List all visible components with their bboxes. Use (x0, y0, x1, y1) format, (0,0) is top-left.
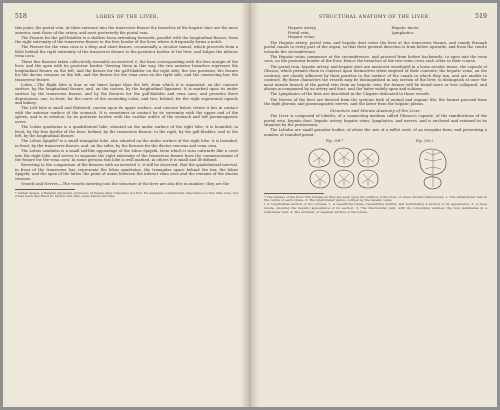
paragraph: The Fissure for the vena cava is a deep and short fissure, occasionally a circular tunnel, which proceeds from a little behind the right extremity of the transverse fissure to the posterior border of the liver, and lodges the inferior vena cava. (15, 45, 238, 59)
liver-lobules-figure (306, 145, 388, 191)
paragraph: The Lymphatics of the liver are described in the Chapter dedicated to those vessels. (270, 92, 431, 97)
lobule-illustration (309, 148, 330, 166)
vessel-list-column-1 (288, 26, 384, 40)
right-page (250, 3, 497, 407)
left-footnote: * Adrian Spigel, a Belgian physician, professor at Padua after Casserius in 1616. He assigned considerable importance to this little lobe, but it had been described by Sylvius full sixty years before his time. (15, 190, 238, 199)
figures-area (264, 139, 487, 191)
left-page-number: 518 (15, 13, 27, 20)
footnote: * The lobules of the liver. The lobules as they are seen upon the surface of the liver, or when divided transversely. 1. The intralobular vein in the centre of each lobule. 2. The interlobular plexus, formed by the hepatic veins. (264, 194, 487, 203)
left-running-title: LOBES OF THE LIVER. (96, 15, 159, 20)
vessel-list-column-2 (392, 26, 488, 40)
section-heading: Structure and Minute Anatomy of the Liver. (330, 108, 421, 114)
left-body-text (15, 26, 238, 187)
left-running-head (15, 13, 238, 20)
right-body-text-2 (264, 114, 487, 137)
paragraph: The Nerves of the liver are derived from the systems both of animal and organic life; the former proceed from the right phrenic and pneumogastric nerves, and the latter from the hepatic plexus. (264, 97, 487, 107)
list-item: Hepatic ducts, (391, 26, 420, 30)
paragraph: The Lobus Spigelii* is a small triangular lobe, also situated on the under surface of the right lobe: it is bounded, in front, by the transverse fissure; and, on the sides, by the fissures for the ductus venosus and vena cava. (15, 139, 238, 148)
footnote-divider (264, 193, 324, 194)
right-running-title: STRUCTURAL ANATOMY OF THE LIVER. (318, 15, 431, 20)
list-item: Lymphatics. (391, 30, 415, 35)
vessel-list (264, 26, 487, 40)
paragraph: this point, the portal vein. At their entrance into the transverse fissure the branches of the hepatic duct are the most anterior, next those of the artery, and most posteriorly the portal vein. (15, 26, 238, 35)
paragraph: The Hepatic veins commence at the circumference, and proceed from before backwards, to open into the vena cava, on the posterior border of the liver. Hence the branches of the two veins cross each other in their course. (264, 54, 487, 64)
figure-label-259: Fig. 259.† (416, 138, 434, 143)
paragraph: These five fissures taken collectively resemble an inverted ⋎, the base corresponding with the free margin of the liver, and the apex with its posterior border. Viewing them in this way, the two anterior branches represent the longitudinal fissure on the left, and the fissure for the gall-bladder on the right side; the two posterior, the fissure for the ductus venosus on the left, and the fissure for the vena cava on the right side; and the connecting bar, the transverse fissure. (15, 59, 238, 82)
figure-label-258: Fig. 258.* (326, 138, 344, 143)
list-item: Portal vein, (288, 30, 310, 35)
paragraph: The Left lobe is small and flattened, convex upon its upper surface, and concave below, where it lies in contact with the anterior surface of the stomach. It is sometimes in contact by its extremity with the upper end of the spleen, and is in relation, by its posterior border, with the cardiac orifice of the stomach and left pneumogastric nerve. (15, 106, 238, 124)
right-footnote (264, 196, 487, 215)
lobule-section-illustration (424, 176, 441, 188)
right-running-head (264, 13, 487, 20)
footnote-divider (15, 189, 75, 190)
paragraph: The Lobus quadratus is a quadrilateral lobe, situated on the under surface of the right lobe; it is bounded, in front, by the free border of the liver; behind, by the transverse fissure; to the right, by the gall-bladder; and to the left, by the longitudinal fissure. (15, 125, 238, 139)
paragraph: The Lobules are small granular bodies, of about the size of a millet seed, of an irregular form, and presenting a number of rounded promi- (264, 128, 487, 137)
paragraph: Vessels and Nerves.—The vessels entering into the structure of the liver are also five in number; they are the (21, 181, 230, 186)
book-spread (3, 3, 497, 407)
list-item: Hepatic veins, (288, 35, 316, 40)
paragraph: The Hepatic artery, portal vein, and hepatic duct enter the liver at the transverse fissure, and ramify through portal canals to every part of the organ; so that their general direction is from below upwards, and from the centre towards the circumference. (264, 40, 487, 54)
paragraph: Reverting to the comparison of the fissures with an inverted ⋎, it will be observed, that the quadrilateral interval, in front of the transverse bar, represents the lobus quadratus; the triangular space behind the bar, the lobus Spigelii; and the apex of the latter, the point of union between the inferior vena cava and the remains of the ductus venosus. (15, 163, 238, 181)
paragraph: The Lobus caudatus is a small tail-like appendage of the lobus Spigelii, from which it runs outwards like a crest into the right lobe, and serves to separate the right extremity of the transverse fissure from the commencement of the fissure for the vena cava. In some persons this lobe is well marked, in others it is small and ill-defined. (15, 148, 238, 163)
right-body-text (264, 41, 487, 107)
lobule-section-figure (414, 145, 454, 191)
paragraph: Lobes.—The Right lobe is four or six times larger than the left, from which it is separated, on the concave surface, by the longitudinal fissure, and, on the convex, by the longitudinal ligament. It is marked upon its under surface by the transverse fissure, and by the fissures for the gall-bladder and vena cava; and presents three depressions, one, in front, for the curve of the ascending colon, and two, behind, for the right suprarenal capsule and kidney. (15, 82, 238, 106)
list-item: Hepatic artery, (288, 26, 317, 30)
left-page (3, 3, 250, 407)
paragraph: The portal vein, hepatic artery, and hepatic duct are moreover enveloped in a loose areolar tissue, the capsule of Glisson, which permits them to contract upon themselves when emptied of their contents; the hepatic veins, on the contrary, are closely adherent by their parietes to the surface of the canals in which they run, and are unable to contract. By these characters the vessels may be distinguished in any section of the liver, to distinguish at once the most minute branch of the portal vein from an hepatic vein: the former will be found more or less collapsed, and always accompanied by an artery and duct, and the latter widely open and solitary. (264, 64, 487, 92)
footnote: † A longitudinal section of two lobules. 1. A superficial lobule, resembling slightly, and terminating a section of its appearance. 2. A deep lobule, showing the hepatic appearance of its section. 3. The interlobular vein, with its converging venules; the vein terminates in a sublobular vein. 4. The external, or capsular surface of the lobule. (264, 202, 487, 214)
lobule-illustration (358, 149, 379, 167)
paragraph: The Liver is composed of lobules, of a connecting medium called Glisson's capsule, of the ramifications of the portal vein, hepatic duct, hepatic artery, hepatic veins, lymphatics, and nerves, and is enclosed and retained in its situation by the peritoneum. (264, 114, 487, 128)
paragraph: The Fissure for the gall-bladder is a shallow fossa extending forwards, parallel with the longitudinal fissure, from the right extremity of the transverse fissure to the free border of the liver, where it frequently forms a notch. (15, 35, 238, 45)
right-page-number: 519 (475, 13, 487, 20)
